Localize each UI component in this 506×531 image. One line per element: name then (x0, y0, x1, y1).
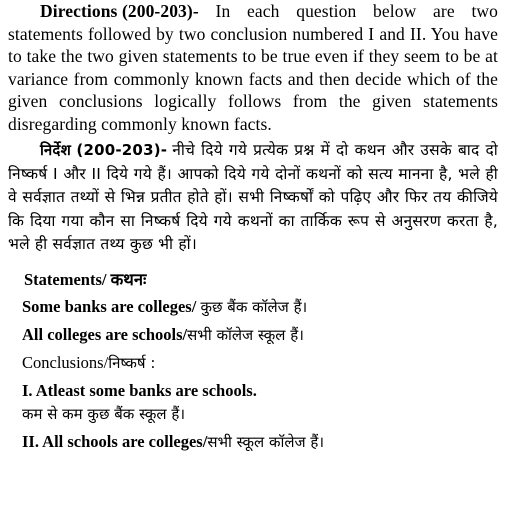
directions-hindi (8, 139, 498, 257)
conclusion-1 (22, 379, 498, 402)
directions-label: Directions (200-203)- (40, 1, 199, 21)
conclusion-1-hi: कम से कम कुछ बैंक स्कूल हैं। (22, 404, 186, 423)
directions-hindi-text: नीचे दिये गये प्रत्येक प्रश्न में दो कथन और उसके बाद दो निष्कर्ष I और II दिये गये हैं। आपको दिये गये दोनों कथनों को सत्य मानना है, भले ही वे सर्वज्ञात तथ्यों से भिन्न प्रतीत होते हों। सभी निष्कर्षों को पढ़िए और फिर तय कीजिये कि दिया गया कौन सा निष्कर्ष दिये गये कथनों का तार्किक रूप से अनुसरण करता है, भले ही सर्वज्ञात तथ्य कुछ भी हों। (8, 141, 498, 253)
directions-hindi-label: निर्देश (200-203)- (40, 141, 168, 159)
conclusions-heading-hi: निष्कर्ष : (108, 353, 156, 372)
conclusions-heading (22, 351, 498, 375)
conclusion-1-hindi (22, 402, 498, 426)
statement-2 (22, 323, 498, 347)
question-document (8, 0, 498, 454)
conclusion-1-en: I. Atleast some banks are schools. (22, 380, 257, 400)
conclusion-2-en: II. All schools are colleges/ (22, 431, 208, 451)
statements-heading-text: Statements/ कथनः (24, 269, 147, 289)
directions-english (8, 0, 498, 135)
statement-1-hi: कुछ बैंक कॉलेज हैं। (200, 297, 308, 316)
conclusion-2-hi: सभी स्कूल कॉलेज हैं। (207, 432, 325, 451)
conclusions-heading-en: Conclusions/ (22, 352, 109, 372)
directions-text: In each question below are two statements followed by two conclusion numbered I and II. You have to take the two given statements to be true even if they seem to be at variance from commonly known facts and then decide which of the given conclusions logically follows from the given statements disregarding commonly known facts. (8, 1, 499, 134)
conclusion-2 (22, 430, 498, 454)
statement-2-en: All colleges are schools/ (22, 324, 188, 344)
statements-heading (24, 269, 498, 291)
statement-2-hi: सभी कॉलेज स्कूल हैं। (187, 325, 304, 344)
statement-1-en: Some banks are colleges/ (22, 296, 201, 316)
statement-1 (22, 295, 498, 319)
